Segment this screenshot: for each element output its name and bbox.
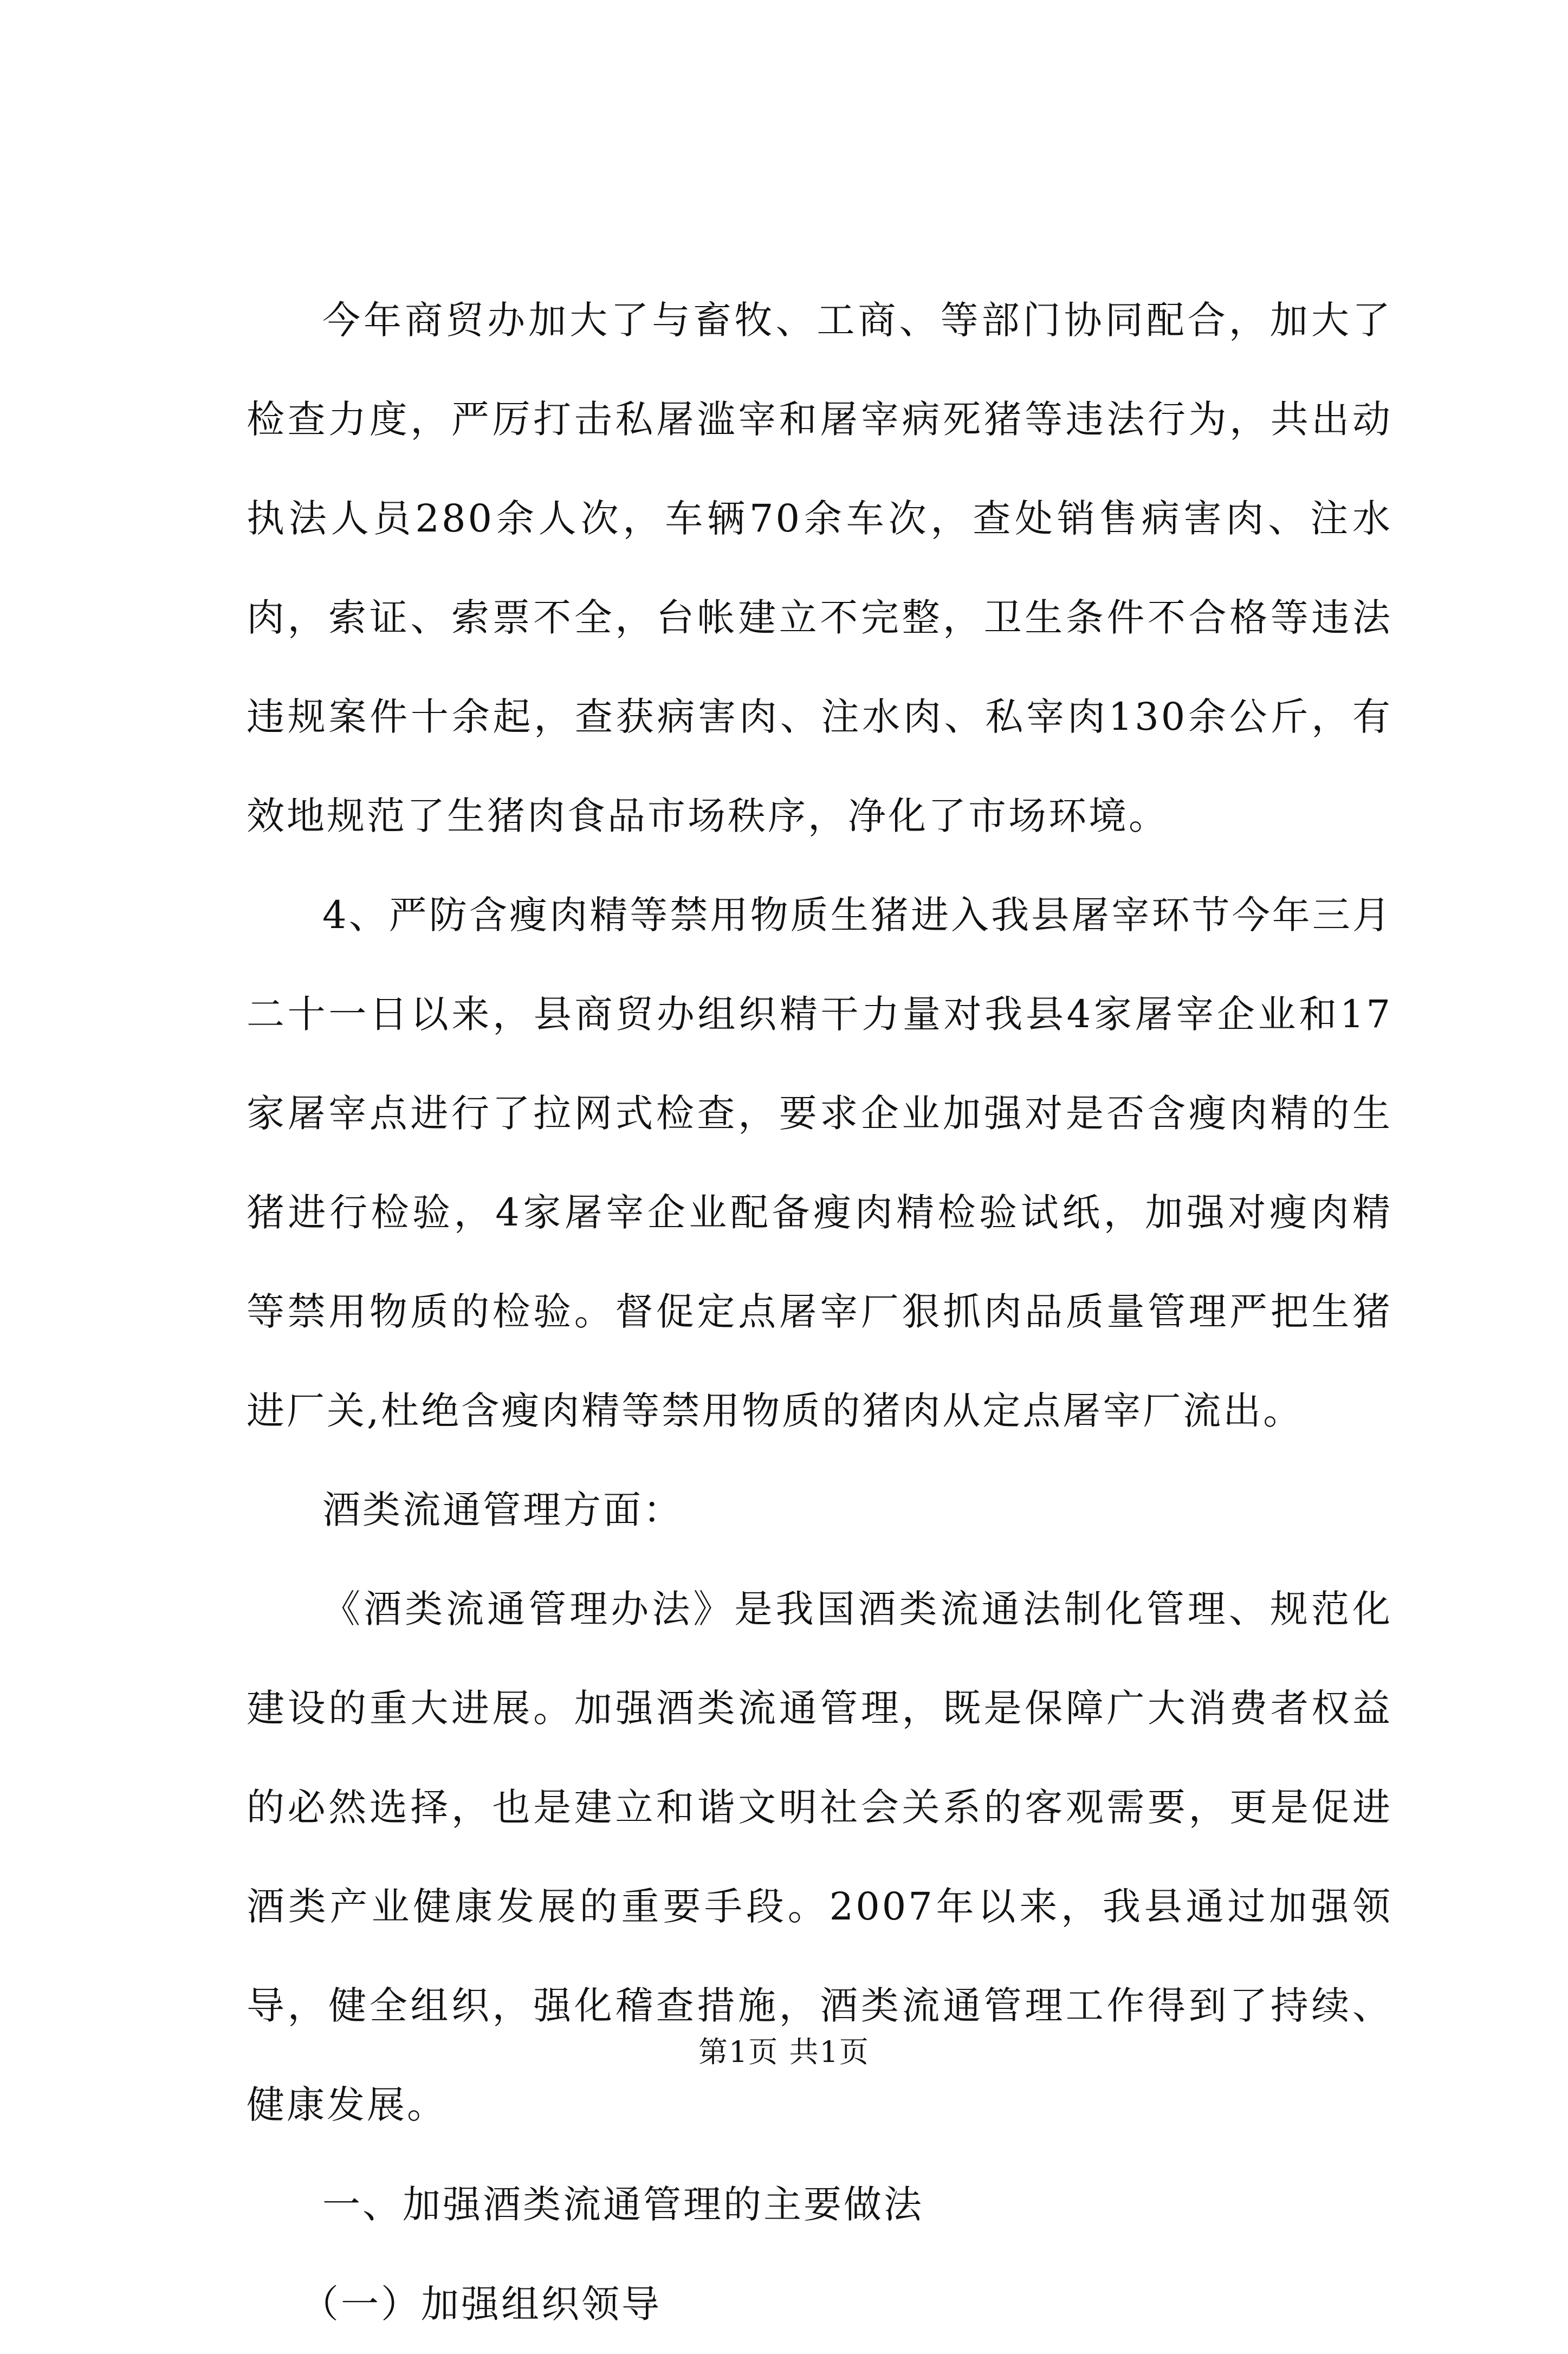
paragraph-liquor-measures: 《酒类流通管理办法》是我国酒类流通法制化管理、规范化建设的重大进展。加强酒类流通管理，既是保障广大消费者权益的必然选择，也是建立和谐文明社会关系的客观需要，更是促进酒类产业健康发展的重要手段。2007年以来，我县通过加强领导，健全组织，强化稽查措施，酒类流通管理工作得到了持续、健康发展。: [247, 1587, 1392, 2127]
subsection-heading: （一）加强组织领导: [301, 2282, 662, 2326]
paragraph-clenbuterol: 4、严防含瘦肉精等禁用物质生猪进入我县屠宰环节今年三月二十一日以来，县商贸办组织精干力量对我县4家屠宰企业和17家屠宰点进行了拉网式检查，要求企业加强对是否含瘦肉精的生猪进行检验，4家屠宰企业配备瘦肉精检验试纸，加强对瘦肉精等禁用物质的检验。督促定点屠宰厂狠抓肉品质量管理严把生猪进厂关,杜绝含瘦肉精等禁用物质的猪肉从定点屠宰厂流出。: [247, 893, 1392, 1433]
section-heading: 一、加强酒类流通管理的主要做法: [322, 2182, 924, 2227]
page-footer: 第1页 共1页: [698, 2035, 870, 2069]
paragraph-liquor-heading: 酒类流通管理方面：: [322, 1488, 683, 1532]
paragraph-enforcement: 今年商贸办加大了与畜牧、工商、等部门协同配合，加大了检查力度，严厉打击私屠滥宰和屠宰病死猪等违法行为，共出动执法人员280余人次，车辆70余车次，查处销售病害肉、注水肉，索证、索票不全，台帐建立不完整，卫生条件不合格等违法违规案件十余起，查获病害肉、注水肉、私宰肉130余公斤，有效地规范了生猪肉食品市场秩序，净化了市场环境。: [247, 298, 1392, 838]
